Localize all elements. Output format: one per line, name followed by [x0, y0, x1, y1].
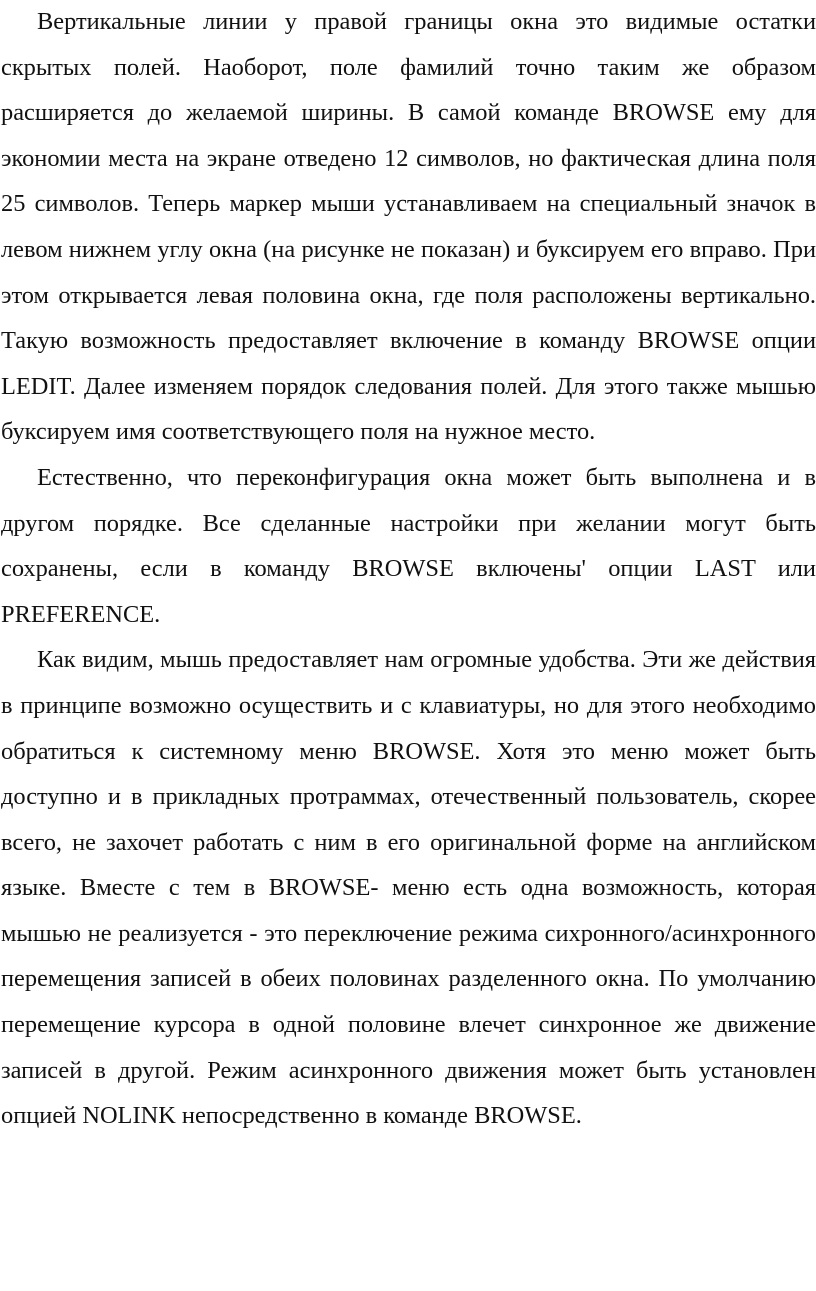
paragraph-3: Как видим, мышь предоставляет нам огромные удобства. Эти же действия в принципе возможно осуществить и с клавиатуры, но для этого необходимо обратиться к системному меню BROWSE. Хотя это меню может быть доступно и в прикладных протраммах, отечественный пользователь, скорее всего, не захочет работать с ним в его оригинальной форме на английском языке. Вместе с тем в BROWSE- меню есть одна возможность, которая мышью не реализуется - это переключение режима сихронного/асинхронного перемещения записей в обеих половинах разделенного окна. По умолчанию перемещение курсора в одной половине влечет синхронное же движение записей в другой. Режим асинхронного движения может быть установлен опцией NOLINK непосредственно в команде BROWSE. — [1, 646, 816, 1130]
paragraph-2: Естественно, что переконфигурация окна может быть выполнена и в другом порядке. Все сделанные настройки при желании могут быть сохранены, если в команду BROWSE включены' опции LAST или PREFERENCE. — [1, 463, 816, 628]
paragraph-1: Вертикальные линии у правой границы окна это видимые остатки скрытых полей. Наоборот, поле фамилий точно таким же образом расширяется до желаемой ширины. В самой команде BROWSE ему для экономии места на экране отведено 12 символов, но фактическая длина поля 25 символов. Теперь маркер мыши устанавливаем на специальный значок в левом нижнем углу окна (на рисунке не показан) и буксируем его вправо. При этом открывается левая половина окна, где поля расположены вертикально. Такую возможность предоставляет включение в команду BROWSE опции LEDIT. Далее изменяем порядок следования полей. Для этого также мышью буксируем имя соответствующего поля на нужное место. — [1, 8, 816, 446]
